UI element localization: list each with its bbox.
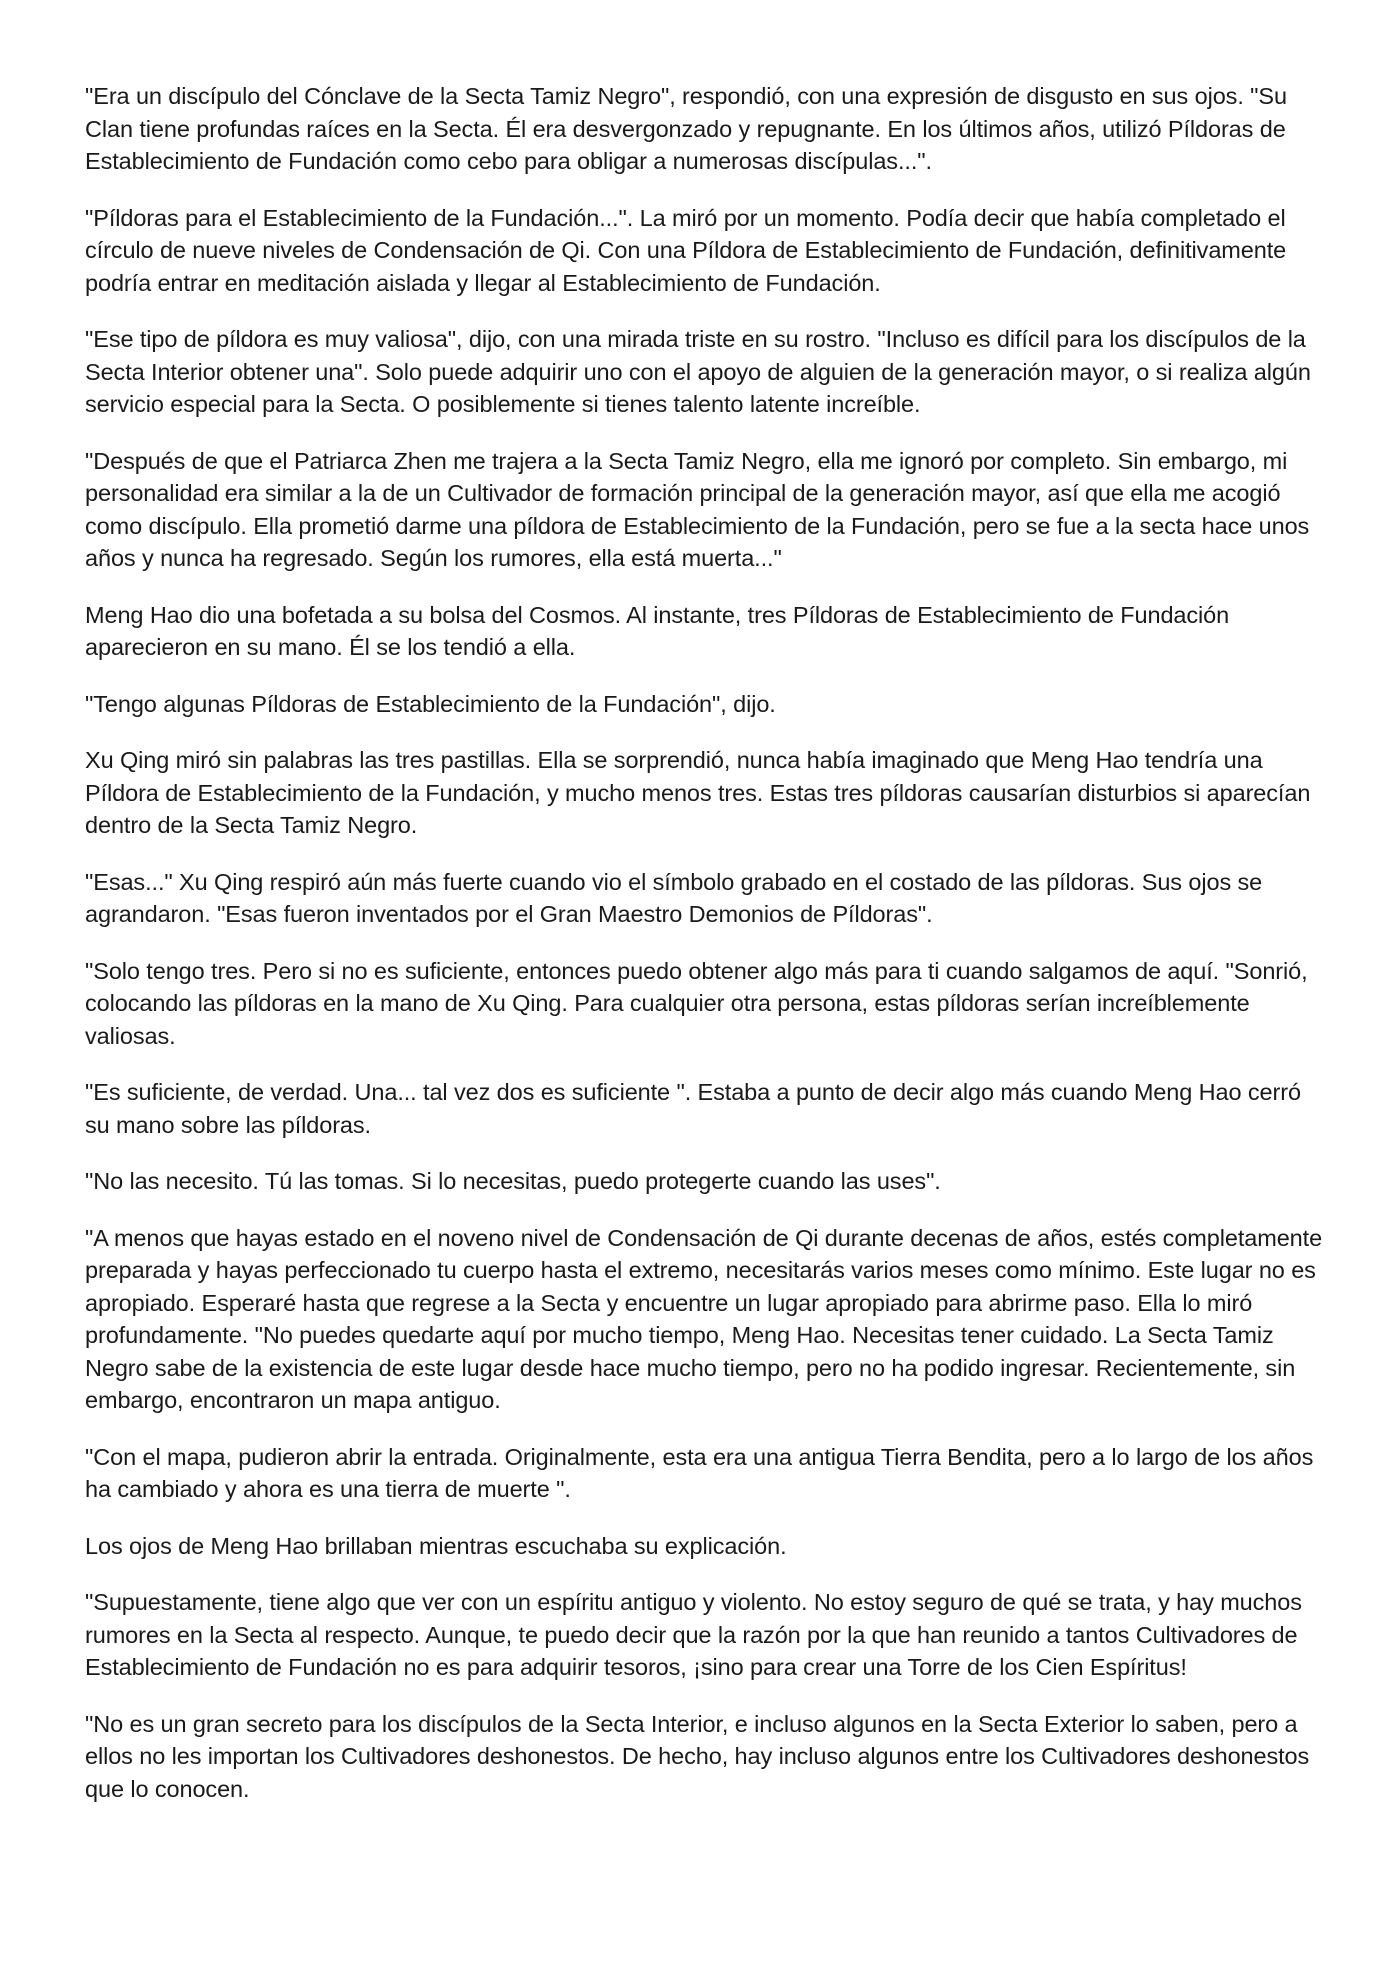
- paragraph-8: "Esas..." Xu Qing respiró aún más fuerte cuando vio el símbolo grabado en el costado de las píldoras. Sus ojos se agrandaron. "Esas fueron inventados por el Gran Maestro Demonios de Píldoras".: [85, 868, 1263, 927]
- paragraph-15: "Supuestamente, tiene algo que ver con un espíritu antiguo y violento. No estoy seguro de qué se trata, y hay muchos rumores en la Secta al respecto. Aunque, te puedo decir que la razón por la que han reunido a tantos Cultivadores de Establecimiento de Fundación no es para adquirir tesoros, ¡sino para crear una Torre de los Cien Espíritus!: [85, 1589, 1302, 1680]
- document-body: [85, 80, 1325, 1829]
- paragraph-11: "No las necesito. Tú las tomas. Si lo necesitas, puedo protegerte cuando las uses".: [85, 1168, 941, 1194]
- paragraph-6: "Tengo algunas Píldoras de Establecimiento de la Fundación", dijo.: [85, 690, 776, 717]
- paragraph-1: "Era un discípulo del Cónclave de la Secta Tamiz Negro", respondió, con una expresión de disgusto en sus ojos. "Su Clan tiene profundas raíces en la Secta. Él era desvergonzado y repugnante. En los últimos años, utilizó Píldoras de Establecimiento de Fundación como cebo para obligar a numerosas discípulas...".: [85, 83, 1287, 174]
- paragraph-4: "Después de que el Patriarca Zhen me trajera a la Secta Tamiz Negro, ella me ignoró por completo. Sin embargo, mi personalidad era similar a la de un Cultivador de formación principal de la generación mayor, así que ella me acogió como discípulo. Ella prometió darme una píldora de Establecimiento de la Fundación, pero se fue a la secta hace unos años y nunca ha regresado. Según los rumores, ella está muerta...": [85, 447, 1310, 571]
- paragraph-10: "Es suficiente, de verdad. Una... tal vez dos es suficiente ". Estaba a punto de decir algo más cuando Meng Hao cerró su mano sobre las píldoras.: [85, 1079, 1301, 1138]
- paragraph-7: Xu Qing miró sin palabras las tres pastillas. Ella se sorprendió, nunca había imaginado que Meng Hao tendría una Píldora de Establecimiento de la Fundación, y mucho menos tres. Estas tres píldoras causarían disturbios si aparecían dentro de la Secta Tamiz Negro.: [85, 747, 1311, 838]
- paragraph-3: "Ese tipo de píldora es muy valiosa", dijo, con una mirada triste en su rostro. "Incluso es difícil para los discípulos de la Secta Interior obtener una". Solo puede adquirir uno con el apoyo de alguien de la generación mayor, o si realiza algún servicio especial para la Secta. O posiblemente si tienes talento latente increíble.: [85, 326, 1311, 417]
- paragraph-12: "A menos que hayas estado en el noveno nivel de Condensación de Qi durante decenas de años, estés completamente preparada y hayas perfeccionado tu cuerpo hasta el extremo, necesitarás varios meses como mínimo. Este lugar no es apropiado. Esperaré hasta que regrese a la Secta y encuentre un lugar apropiado para abrirme paso. Ella lo miró profundamente. "No puedes quedarte aquí por mucho tiempo, Meng Hao. Necesitas tener cuidado. La Secta Tamiz Negro sabe de la existencia de este lugar desde hace mucho tiempo, pero no ha podido ingresar. Recientemente, sin embargo, encontraron un mapa antiguo.: [85, 1224, 1323, 1413]
- paragraph-5: Meng Hao dio una bofetada a su bolsa del Cosmos. Al instante, tres Píldoras de Establecimiento de Fundación aparecieron en su mano. Él se los tendió a ella.: [85, 601, 1230, 660]
- paragraph-2: "Píldoras para el Establecimiento de la Fundación...". La miró por un momento. Podía decir que había completado el círculo de nueve niveles de Condensación de Qi. Con una Píldora de Establecimiento de Fundación, definitivamente podría entrar en meditación aislada y llegar al Establecimiento de Fundación.: [85, 204, 1287, 296]
- paragraph-14: Los ojos de Meng Hao brillaban mientras escuchaba su explicación.: [85, 1532, 787, 1559]
- paragraph-9: "Solo tengo tres. Pero si no es suficiente, entonces puedo obtener algo más para ti cuando salgamos de aquí. "Sonrió, colocando las píldoras en la mano de Xu Qing. Para cualquier otra persona, estas píldoras serían increíblemente valiosas.: [85, 957, 1308, 1049]
- paragraph-16: "No es un gran secreto para los discípulos de la Secta Interior, e incluso algunos en la Secta Exterior lo saben, pero a ellos no les importan los Cultivadores deshonestos. De hecho, hay incluso algunos entre los Cultivadores deshonestos que lo conocen.: [85, 1710, 1310, 1802]
- paragraph-13: "Con el mapa, pudieron abrir la entrada. Originalmente, esta era una antigua Tierra Bendita, pero a lo largo de los años ha cambiado y ahora es una tierra de muerte ".: [85, 1443, 1314, 1502]
